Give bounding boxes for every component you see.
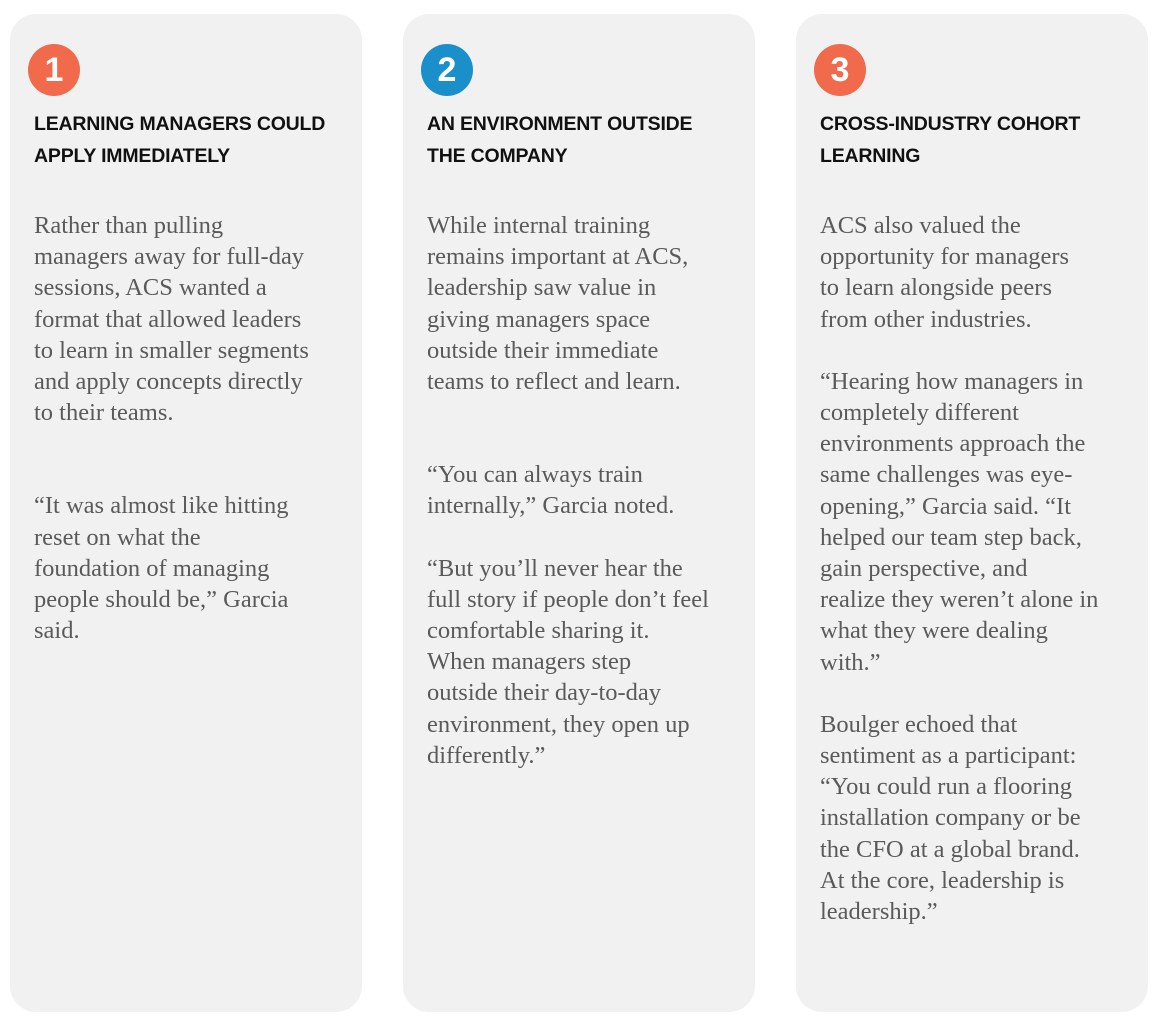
card-2 xyxy=(403,14,755,1012)
card-3-paragraph-1: ACS also valued the opportunity for managers to learn alongside peers from other industries. xyxy=(820,212,1070,333)
card-1-paragraph-1: Rather than pulling managers away for full-day sessions, ACS wanted a format that allowed leaders to learn in smaller segments and apply concepts directly to their teams. xyxy=(34,212,309,427)
card-2-paragraph-3: “But you’ll never hear the full story if people don’t feel comfortable sharing it. When managers step outside their day-to-day environment, they open up differently.” xyxy=(427,554,709,769)
card-2-paragraph-2: “You can always train internally,” Garcia noted. xyxy=(427,461,675,520)
number-badge-3: 3 xyxy=(814,44,866,96)
card-3-paragraph-3: Boulger echoed that sentiment as a participant: “You could run a flooring installation company or be the CFO at a global brand. At the core, leadership is leadership.” xyxy=(820,710,1081,926)
card-heading-3: CROSS-INDUSTRY COHORT LEARNING xyxy=(820,113,1081,167)
number-badge-2: 2 xyxy=(421,44,473,96)
card-heading-2: AN ENVIRONMENT OUTSIDE THE COMPANY xyxy=(427,113,693,167)
card-3 xyxy=(796,14,1148,1012)
card-3-paragraph-2: “Hearing how managers in completely different environments approach the same challenges was eye- opening,” Garcia said. “It helped our team step back, gain perspective, and realize they weren’t alone in what they were dealing with.” xyxy=(820,367,1099,676)
card-1-paragraph-2: “It was almost like hitting reset on what the foundation of managing people should be,” Garcia said. xyxy=(34,492,289,645)
card-1 xyxy=(10,14,362,1012)
card-2-paragraph-1: While internal training remains important at ACS, leadership saw value in giving managers space outside their immediate teams to reflect and learn. xyxy=(427,212,689,396)
number-badge-1: 1 xyxy=(28,44,80,96)
card-heading-1: LEARNING MANAGERS COULD APPLY IMMEDIATELY xyxy=(34,113,326,167)
